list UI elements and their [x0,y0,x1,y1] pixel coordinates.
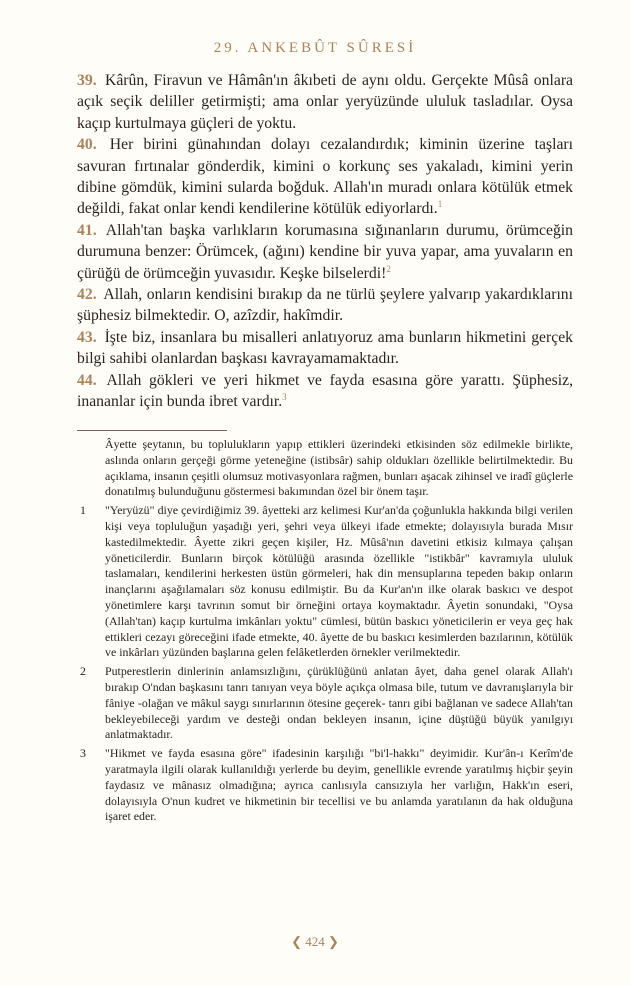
footnote-number: 2 [80,664,86,679]
footnote [77,437,573,500]
footnote-text: Âyette şeytanın, bu toplulukların yapıp ettikleri üzerindeki etkisinden söz edilmekle birlikte, aslında onların gerçeği görme yeteneğine (istibsâr) sahip oldukları özellikle belirtilmektedir. Bu açıklama, insanın çeşitli olumsuz motivasyonlara rağmen, bunları aşacak zihinsel ve iradî güçlerle donatılmış bulunduğunu göstermesi bakımından özel bir önem taşır. [105,437,573,499]
verse-text: İşte biz, insanlara bu misalleri anlatıyoruz ama bunların hikmetini gerçek bilgi sahibi olanlardan başkası kavrayamamaktadır. [77,328,574,368]
footnote-ref: 2 [386,263,391,274]
verse [77,70,573,134]
footnote-number: 1 [80,503,86,518]
footnote-divider [77,430,227,431]
footnote-number: 3 [80,746,86,761]
verse [77,134,573,220]
page-number: ❮ 424 ❯ [291,934,339,949]
verse-number: 40. [77,136,97,154]
footnotes-block [77,437,573,828]
verse-text: Allah, onların kendisini bırakıp da ne türlü şeylere yalvarıp yakardıklarını şüphesiz bilmektedir. O, azîzdir, hakîmdir. [77,286,573,325]
page-header: 29. ANKEBÛT SÛRESİ [213,40,417,56]
verse-text: Kârûn, Firavun ve Hâmân'ın âkıbeti de aynı oldu. Gerçekte Mûsâ onlara açık seçik deliller getirmişti; ama onlar yeryüzünde ululuk tasladılar. Oysa kaçıp kurtulmaya güçleri de yoktu. [77,72,574,132]
verse [77,327,573,370]
footnote-text: "Hikmet ve fayda esasına göre" ifadesinin karşılığı "bi'l-hakkı" deyimidir. Kur'ân-ı Kerîm'de yaratmayla ilgili olarak kullanıldığı yerlerde bu deyim, genellikle evrende yaratılmış hiçbir şeyin faydasız ve mânasız olmadığına; ayrıca canlısıyla cansızıyla her varlığın, Hakk'ın eseri, dolayısıyla O'nun kudret ve hikmetinin bir tecellisi ve bu anlamda yaratılanın da hak olduğuna işaret eder. [105,746,573,824]
verse-number: 41. [77,221,97,239]
verse [77,370,573,413]
verse-text: Her birini günahından dolayı cezalandırdık; kiminin üzerine taşları savuran fırtınalar gönderdik, kimini o korkunç ses yakaladı, kimini yerin dibine gömdük, kimini sularda boğduk. Allah'ın muradı onlara kötülük etmek değildi, fakat onlar kendi kendilerine kötülük ediyorlardı. [77,136,573,218]
verse-text: Allah gökleri ve yeri hikmet ve fayda esasına göre yarattı. Şüphesiz, inananlar için bunda ibret vardır. [77,371,574,411]
verse-number: 39. [77,72,97,89]
footnote-text: Putperestlerin dinlerinin anlamsızlığını, çürüklüğünü anlatan âyet, daha genel olarak Allah'ı bırakıp O'ndan başkasını tanrı tanıyan veya böyle açıkça olmasa bile, tutum ve davranışlarıyla bir fâniye -olağan ve mâkul saygı sınırlarının ötesine geçerek- tanrı gibi bağlanan ve sadece Allah'tan bekleyebileceği yardım ve desteği ondan bekleyen insanın, içine düştüğü büyük yanılgıyı anlatmaktadır. [105,664,573,742]
verse [77,284,573,327]
footnote [77,746,573,825]
verse-number: 44. [77,371,97,389]
verses-block [77,70,573,413]
verse [77,220,573,284]
verse-text: Allah'tan başka varlıkların korumasına sığınanların durumu, örümceğin durumuna benzer: Örümcek, (ağını) kendine bir yuva yapar, ama yuvaların en çürüğü de örümceğin yuvasıdır. Keşke bilselerdi! [77,221,574,282]
verse-number: 42. [77,286,97,304]
verse-number: 43. [77,328,97,346]
footnote [77,503,573,661]
footnote-ref: 3 [282,391,287,402]
footnote-text: "Yeryüzü" diye çevirdiğimiz 39. âyetteki arz kelimesi Kur'an'da çoğunlukla hakkında bilgi verilen kişi veya topluluğun yaşadığı yeri, şehri veya ülkeyi ifade etmekte; dolayısıyla burada Mısır kastedilmektedir. Âyette zikri geçen kişiler, Hz. Mûsâ'nın davetini etkisiz kılmaya çalışan yöneticilerdir. Bunların birçok kötülüğü arasında özellikle "istikbâr" kavramıyla ululuk taslamaları, kendilerini herkesten üstün görmeleri, hak din mensuplarına tepeden bakıp onların inançlarını aşağılamaları söz konusu edilmiştir. Bu da Kur'an'ın ilke olarak baskıcı ve despot yönetimlere karşı tavrının somut bir örneğini ortaya koymaktadır. Âyetin sonundaki, "Oysa (Allah'tan) kaçıp kurtulma imkânları yoktu" cümlesi, bütün baskıcı yöneticilerin er veya geç hak ettikleri cezayı göreceğini ifade etmekte, 40. âyette de bu baskıcı kesimlerden bazılarının, kötülük ve inkârları yüzünden başlarına gelen felâketlerden örnekler verilmektedir. [105,503,573,660]
footnote [77,664,573,743]
footnote-ref: 1 [437,199,443,210]
